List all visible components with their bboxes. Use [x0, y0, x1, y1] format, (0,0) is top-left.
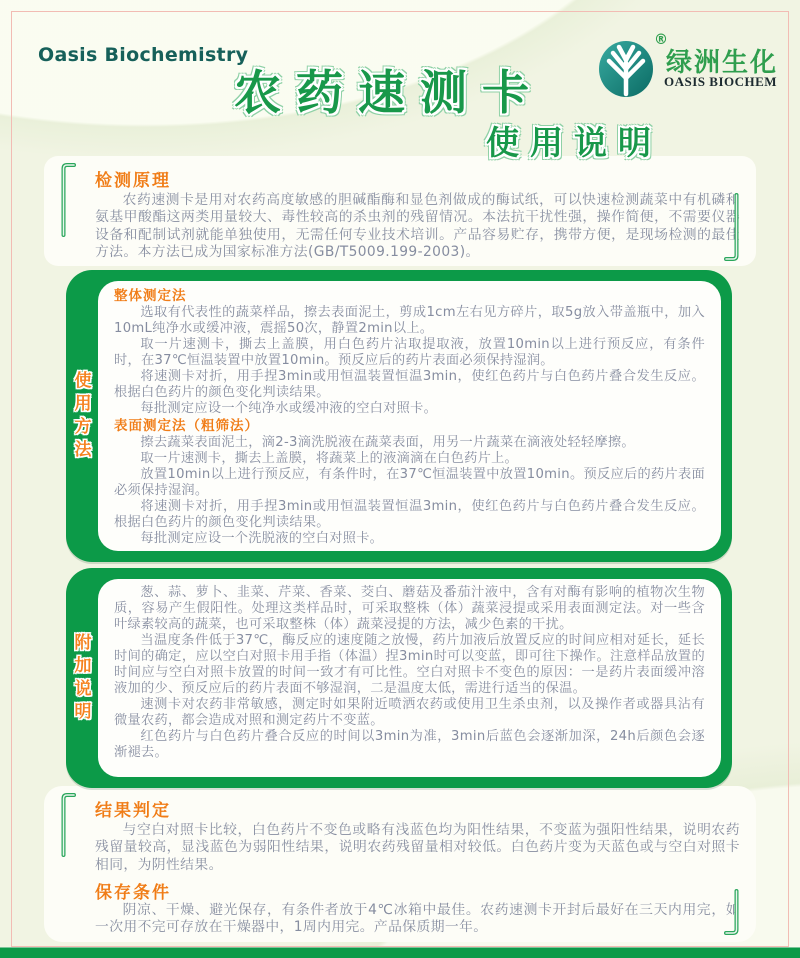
method1-title: 整体测定法 — [114, 288, 187, 304]
logo-name-cn: 绿洲生化 — [666, 48, 779, 78]
method2-paragraph: 放置10min以上进行预反应，有条件时，在37℃恒温装置中放置10min。预反应后的药片表面必须保持湿润。 — [114, 467, 705, 498]
notes-paragraph: 当温度条件低于37℃，酶反应的速度随之放慢，药片加液后放置反应的时间应相对延长，延长时间的确定，应以空白对照卡用手指（体温）捏3min时可以变蓝，即可往下操作。注意样品放置的时间应与空白对照卡放置的时间一致才有可比性。空白对照卡不变色的原因：一是药片表面缓冲溶液加的少、预反应后的药片表面不够湿润，二是温度太低，需进行适当的保温。 — [114, 633, 705, 696]
method2-title: 表面测定法（粗筛法） — [114, 418, 259, 434]
usage-sidebar-label: 使用方法 — [74, 371, 92, 460]
notes-section — [66, 568, 732, 788]
method1-paragraph: 将速测卡对折，用手捏3min或用恒温装置恒温3min，使红色药片与白色药片叠合发生反应。根据白色药片的颜色变化判读结果。 — [114, 369, 705, 400]
notes-sidebar-label: 附加说明 — [74, 633, 92, 722]
quote-bracket-bottom-icon — [724, 192, 740, 262]
page-title: 农药速测卡 — [234, 66, 544, 121]
notes-paragraph: 速测卡对农药非常敏感，测定时如果附近喷洒农药或使用卫生杀虫剂，以及操作者或器具沾有微量农药，都会造成对照和测定药片不变蓝。 — [114, 697, 705, 728]
logo-name-en: OASIS BIOCHEM — [664, 74, 778, 89]
quote-bracket-top-icon — [60, 162, 76, 238]
method2-paragraph: 每批测定应设一个洗脱液的空白对照卡。 — [140, 531, 384, 546]
subtitle: 使用说明 — [486, 123, 662, 162]
usage-section — [66, 270, 732, 562]
method1-paragraph: 选取有代表性的蔬菜样品，擦去表面泥土，剪成1cm左右见方碎片，取5g放入带盖瓶中，加入10mL纯净水或缓冲液，震摇50次，静置2min以上。 — [114, 305, 705, 336]
brand-name: Oasis Biochemistry — [38, 44, 249, 66]
principle-body: 农药速测卡是用对农药高度敏感的胆碱酯酶和显色剂做成的酶试纸，可以快速检测蔬菜中有机磷和氨基甲酸酯这两类用量较大、毒性较高的杀虫剂的残留情况。本法抗干扰性强，操作简便，不需要仪器设备和配制试剂就能单独使用，无需任何专业技术培训。产品容易贮存，携带方便，是现场检测的最佳方法。本方法已成为国家标准方法(GB/T5009.199-2003)。 — [95, 192, 740, 261]
result-body: 与空白对照卡比较，白色药片不变色或略有浅蓝色均为阳性结果，不变蓝为强阳性结果，说明农药残留量较高，显浅蓝色为弱阳性结果，说明农药残留量相对较低。白色药片变为天蓝色或与空白对照卡相同，为阴性结果。 — [95, 822, 740, 873]
method2-paragraph: 擦去蔬菜表面泥土，滴2-3滴洗脱液在蔬菜表面，用另一片蔬菜在滴液处轻轻摩擦。 — [140, 435, 635, 450]
section-title-principle: 检测原理 — [95, 171, 171, 191]
section-title-result: 结果判定 — [95, 801, 171, 821]
storage-body: 阴凉、干燥、避光保存，有条件者放于4℃冰箱中最佳。农药速测卡开封后最好在三天内用完，如一次用不完可存放在干燥器中，1周内用完。产品保质期一年。 — [95, 902, 740, 936]
method1-paragraph: 取一片速测卡，撕去上盖膜，用白色药片沾取提取液，放置10min以上进行预反应，有条件时，在37℃恒温装置中放置10min。预反应后的药片表面必须保持湿润。 — [114, 337, 705, 368]
section-title-storage: 保存条件 — [95, 883, 171, 903]
method1-paragraph: 每批测定应设一个纯净水或缓冲液的空白对照卡。 — [140, 401, 438, 416]
usage-panel — [98, 281, 721, 551]
registered-trademark-icon: ® — [654, 32, 668, 48]
notes-paragraph: 红色药片与白色药片叠合反应的时间以3min为准，3min后蓝色会逐渐加深，24h后颜色会逐渐褪去。 — [114, 729, 705, 760]
quote-bracket-top-icon — [60, 792, 76, 858]
notes-panel — [98, 579, 721, 777]
quote-bracket-bottom-icon — [724, 888, 740, 936]
method2-paragraph: 将速测卡对折，用手捏3min或用恒温装置恒温3min，使红色药片与白色药片叠合发生反应。根据白色药片的颜色变化判读结果。 — [114, 499, 705, 530]
oasis-logo-icon — [598, 38, 656, 98]
footer-bar — [0, 947, 800, 958]
notes-paragraph: 葱、蒜、萝卜、韭菜、芹菜、香菜、茭白、蘑菇及番茄汁液中，含有对酶有影响的植物次生物质，容易产生假阳性。处理这类样品时，可采取整株（体）蔬菜浸提或采用表面测定法。对一些含叶绿素较高的蔬菜，也可采取整株（体）蔬菜浸提的方法，减少色素的干扰。 — [114, 585, 705, 632]
company-logo — [598, 32, 779, 104]
method2-paragraph: 取一片速测卡，撕去上盖膜，将蔬菜上的液滴滴在白色药片上。 — [140, 451, 519, 466]
